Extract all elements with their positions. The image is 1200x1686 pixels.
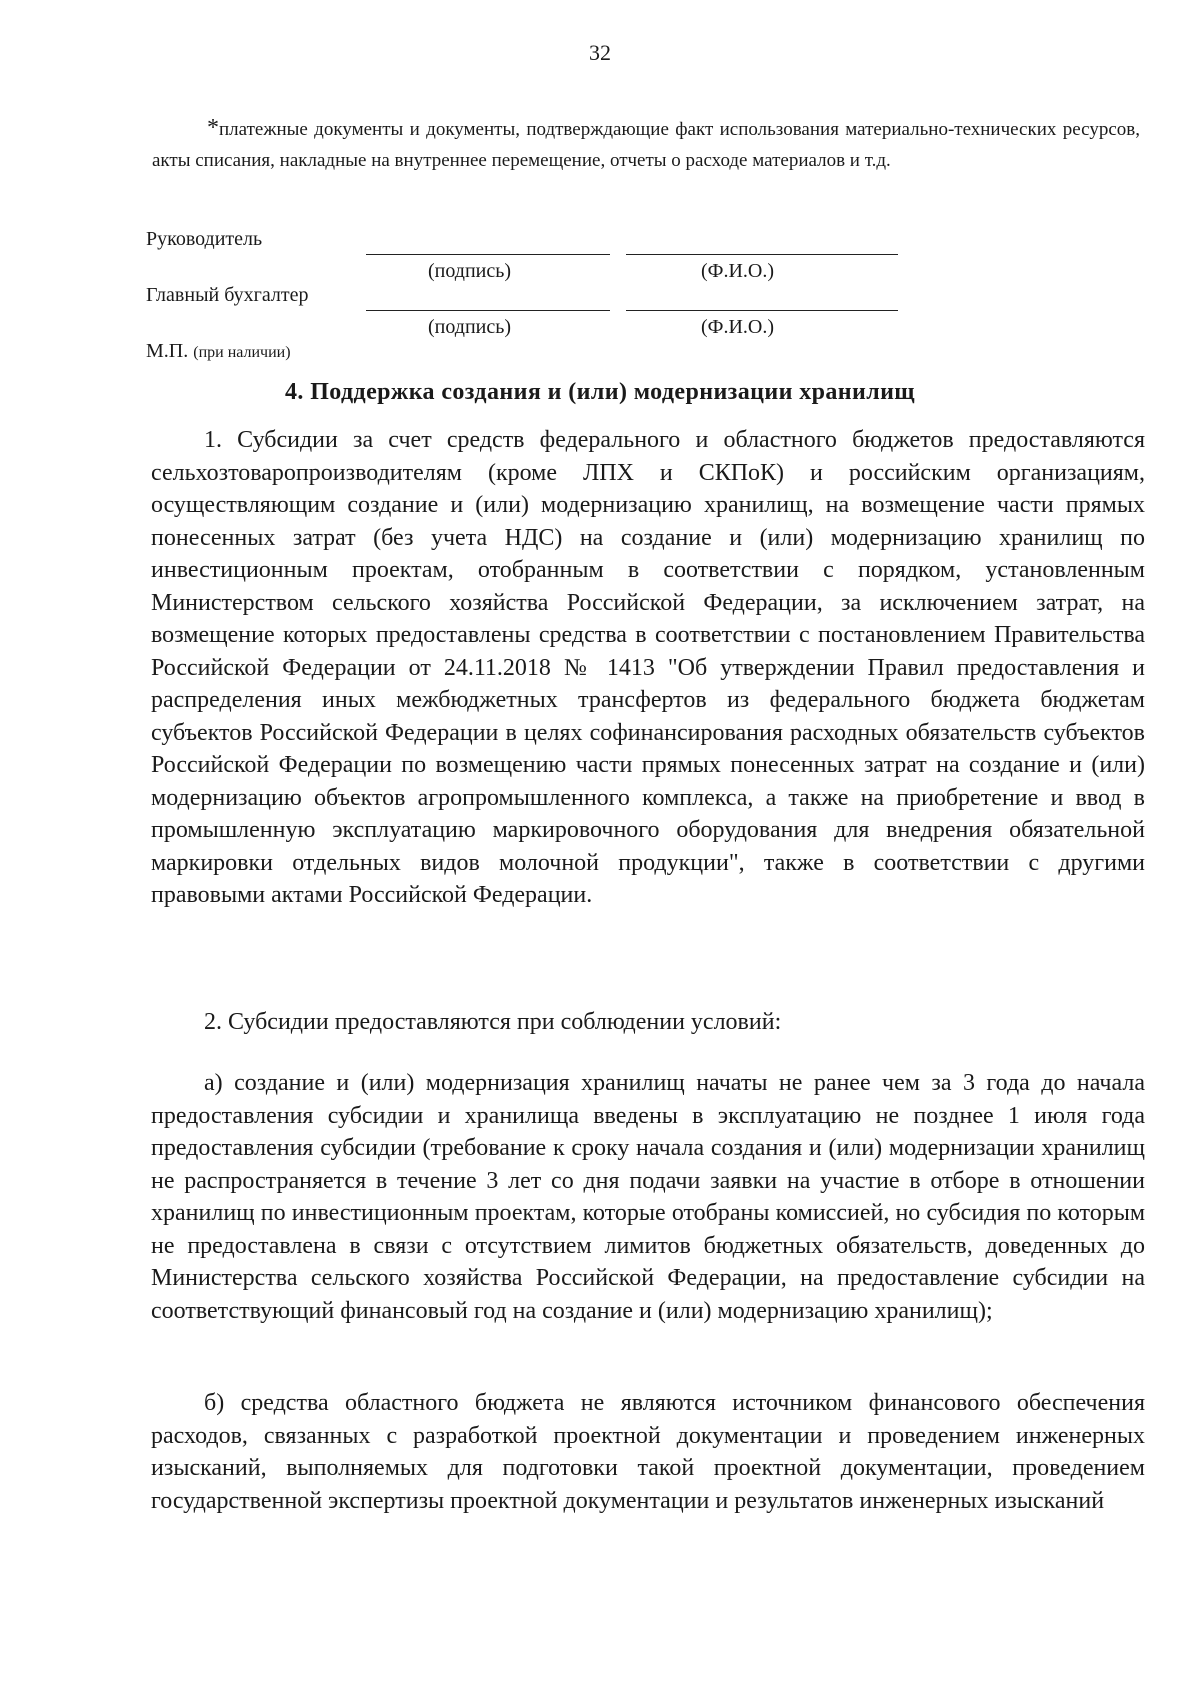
section-title: 4. Поддержка создания и (или) модернизации хранилищ: [285, 379, 915, 405]
paragraph-2b: б) средства областного бюджета не являются источником финансового обеспечения расходов, связанных с разработкой проектной документации и проведением инженерных изысканий, выполняемых для подготовки такой проектной документации, проведением государственной экспертизы проектной документации и результатов инженерных изысканий: [151, 1390, 1145, 1514]
name-caption: (Ф.И.О.): [701, 260, 775, 282]
stamp-placeholder: [146, 340, 291, 363]
stamp-label: М.П.: [146, 340, 189, 362]
signature-caption: (подпись): [428, 316, 512, 338]
footnote-marker: *: [207, 115, 219, 141]
signature-line: [366, 310, 610, 311]
name-line: [626, 310, 898, 311]
signature-label: Руководитель: [146, 228, 263, 250]
signature-block-chief-accountant: [146, 284, 1146, 374]
paragraph-2a: а) создание и (или) модернизация хранилищ начаты не ранее чем за 3 года до начала предоставления субсидии и хранилища введены в эксплуатацию не позднее 1 июля года предоставления субсидии (требование к сроку начала создания и (или) модернизации хранилищ не распространяется в течение 3 лет со дня подачи заявки на участие в отборе в отношении хранилищ по инвестиционным проектам, которые отобраны комиссией, но субсидия по которым не предоставлена в связи с отсутствием лимитов бюджетных обязательств, доведенных до Министерства сельского хозяйства Российской Федерации, на предоставление субсидии на соответствующий финансовый год на создание и (или) модернизацию хранилищ);: [151, 1070, 1145, 1324]
signature-label: Главный бухгалтер: [146, 284, 309, 306]
signature-line: [366, 254, 610, 255]
paragraph-1: 1. Субсидии за счет средств федерального и областного бюджетов предоставляются сельхозтоваропроизводителям (кроме ЛПХ и СКПоК) и российским организациям, осуществляющим создание и (или) модернизацию хранилищ, на возмещение части прямых понесенных затрат (без учета НДС) на создание и (или) модернизацию хранилищ по инвестиционным проектам, отобранным в соответствии с порядком, установленным Министерством сельского хозяйства Российской Федерации, за исключением затрат, на возмещение которых предоставлены средства в соответствии с постановлением Правительства Российской Федерации от 24.11.2018 № 1413 "Об утверждении Правил предоставления и распределения иных межбюджетных трансфертов из федерального бюджета бюджетам субъектов Российской Федерации в целях софинансирования расходных обязательств субъектов Российской Федерации по возмещению части прямых понесенных затрат на создание и (или) модернизацию объектов агропромышленного комплекса, а также на приобретение и ввод в промышленную эксплуатацию маркировочного оборудования для внедрения обязательной маркировки отдельных видов молочной продукции", также в соответствии с другими правовыми актами Российской Федерации.: [151, 427, 1145, 908]
name-caption: (Ф.И.О.): [701, 316, 775, 338]
stamp-note: (при наличии): [193, 344, 291, 361]
name-line: [626, 254, 898, 255]
footnote-text: платежные документы и документы, подтверждающие факт использования материально-технических ресурсов, акты списания, накладные на внутреннее перемещение, отчеты о расходе материалов и т.д.: [152, 119, 1140, 171]
paragraph-2: 2. Субсидии предоставляются при соблюдении условий:: [204, 1009, 782, 1035]
footnote: [152, 113, 1140, 176]
page-number: 32: [589, 40, 611, 65]
signature-caption: (подпись): [428, 260, 512, 282]
